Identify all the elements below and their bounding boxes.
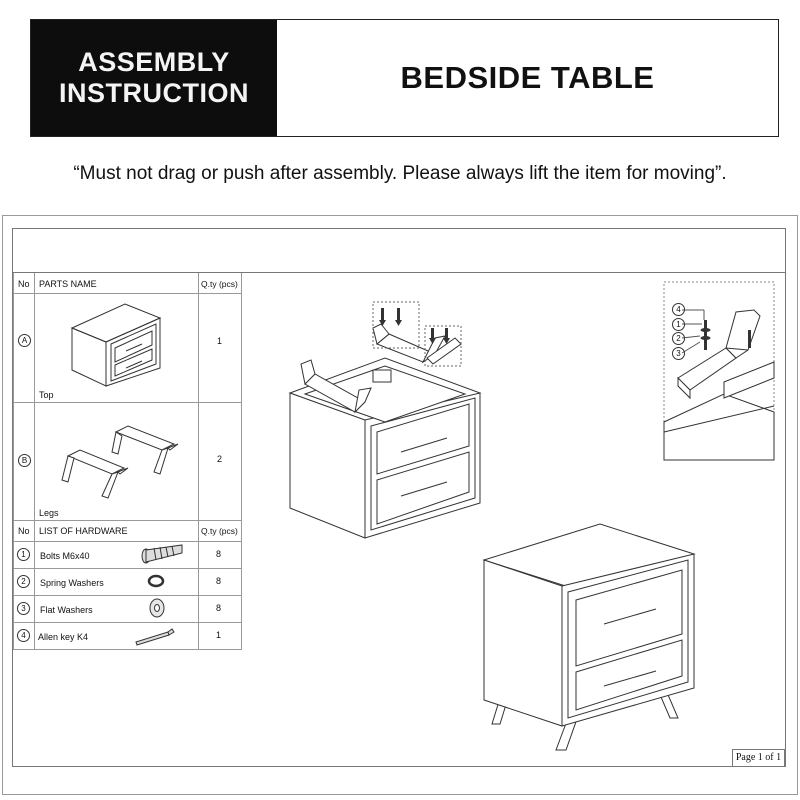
warning-text: “Must not drag or push after assembly. Please always lift the item for moving”. <box>73 163 727 184</box>
part-id-badge: B <box>18 454 31 467</box>
hardware-qty: 8 <box>216 549 222 559</box>
step-attach-legs-drawing <box>285 298 485 543</box>
bolt-icon <box>140 544 184 564</box>
part-qty: 1 <box>217 336 223 346</box>
title-line-1: ASSEMBLY <box>78 47 230 77</box>
title-line-2: INSTRUCTION <box>59 78 249 108</box>
spring-washer-icon <box>147 574 165 588</box>
detail-callout: 2 <box>672 332 685 345</box>
detail-callout: 4 <box>672 303 685 316</box>
hardware-col-qty: Q.ty (pcs) <box>201 526 238 536</box>
hardware-name: Flat Washers <box>40 605 93 615</box>
part-name: Top <box>39 390 54 400</box>
parts-col-qty: Q.ty (pcs) <box>201 279 238 289</box>
sheet-top-rule <box>12 272 786 273</box>
hardware-qty: 8 <box>216 603 222 613</box>
hardware-name: Allen key K4 <box>38 632 89 642</box>
parts-col-name: PARTS NAME <box>39 279 97 289</box>
hardware-id-badge: 4 <box>17 629 30 642</box>
detail-callout: 1 <box>672 318 685 331</box>
header-box <box>30 19 779 137</box>
hardware-id-badge: 1 <box>17 548 30 561</box>
part-qty: 2 <box>217 454 223 464</box>
part-name: Legs <box>39 508 59 518</box>
assembly-instruction-banner <box>31 20 277 136</box>
top-cabinet-thumbnail <box>70 302 165 390</box>
hardware-id-badge: 2 <box>17 575 30 588</box>
flat-washer-icon <box>148 598 166 618</box>
hardware-col-no: No <box>18 526 30 536</box>
hardware-name: Spring Washers <box>40 578 104 588</box>
allen-key-icon <box>134 626 176 646</box>
legs-thumbnail <box>58 424 183 500</box>
product-title: BEDSIDE TABLE <box>400 60 655 95</box>
detail-callout: 3 <box>672 347 685 360</box>
page-number: Page 1 of 1 <box>732 749 785 767</box>
assembled-nightstand-drawing <box>482 520 698 752</box>
hardware-qty: 1 <box>216 630 222 640</box>
hardware-col-name: LIST OF HARDWARE <box>39 526 128 536</box>
hardware-qty: 8 <box>216 576 222 586</box>
hardware-id-badge: 3 <box>17 602 30 615</box>
hardware-name: Bolts M6x40 <box>40 551 90 561</box>
parts-col-no: No <box>18 279 30 289</box>
part-id-badge: A <box>18 334 31 347</box>
